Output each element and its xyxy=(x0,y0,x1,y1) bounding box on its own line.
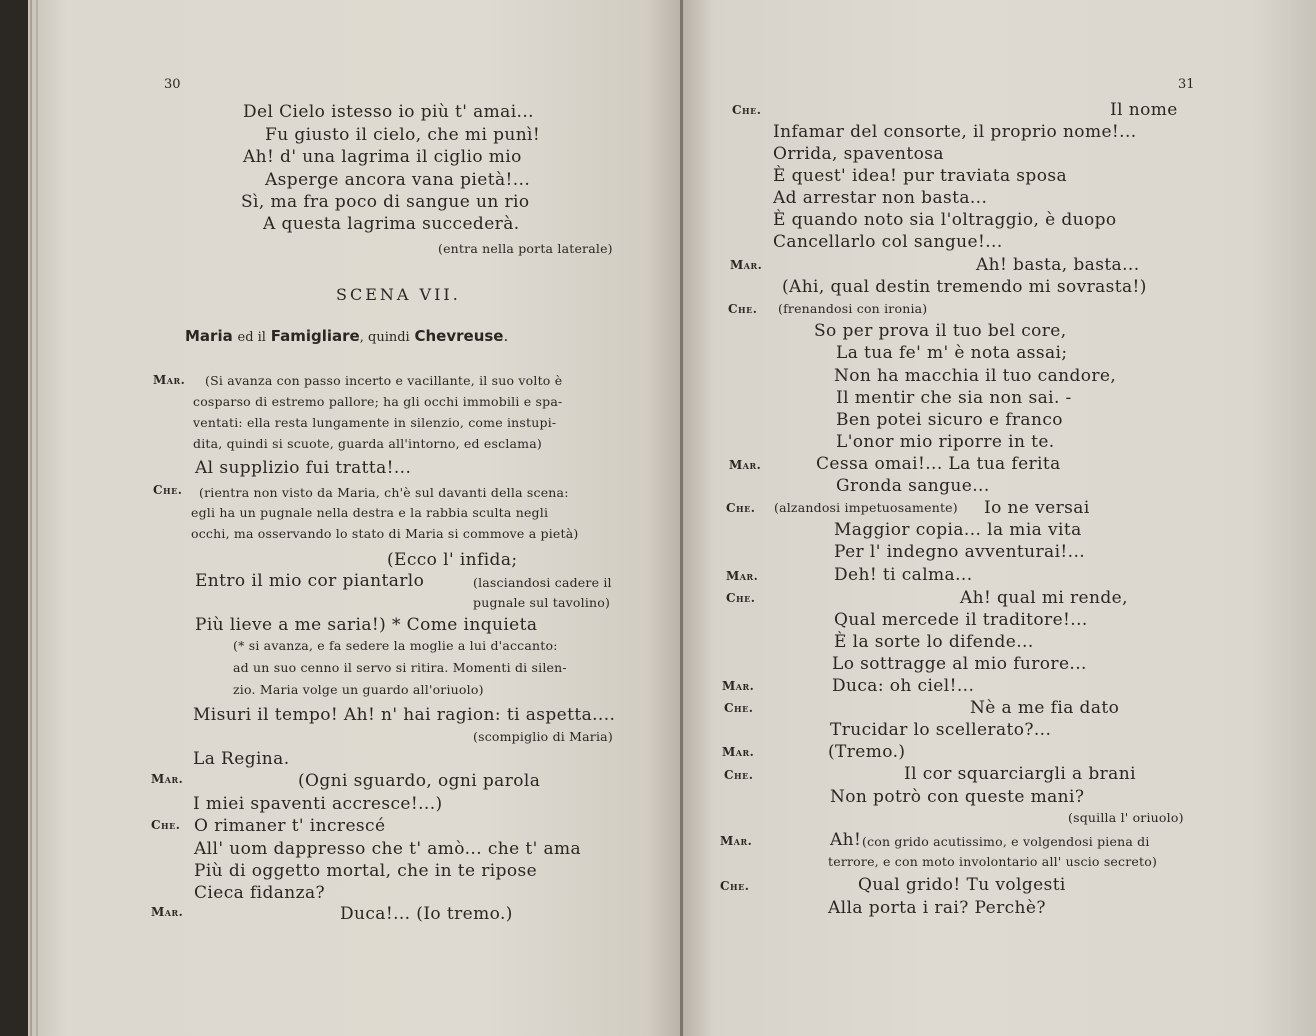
verse: Non ha macchia il tuo candore, xyxy=(834,366,1117,386)
speaker-label: Che. xyxy=(724,768,754,782)
speaker-label: Che. xyxy=(724,701,754,715)
verse: All' uom dappresso che t' amò... che t' ama xyxy=(194,839,582,859)
verse: Ah! qual mi rende, xyxy=(960,588,1128,608)
stage-direction: (lasciandosi cadere il xyxy=(473,575,612,590)
verse: (Ahi, qual destin tremendo mi sovrasta!) xyxy=(782,277,1147,297)
verse: È la sorte lo difende... xyxy=(834,632,1034,652)
verse: La Regina. xyxy=(193,749,290,769)
speaker-label: Mar. xyxy=(153,373,186,387)
stage-direction: (* si avanza, e fa sedere la moglie a lui d'accanto: xyxy=(233,638,558,653)
verse: Ad arrestar non basta... xyxy=(773,188,988,208)
speaker-label: Mar. xyxy=(729,458,762,472)
speaker-label: Mar. xyxy=(726,569,759,583)
verse: Maggior copia... la mia vita xyxy=(834,520,1082,540)
speaker-label: Mar. xyxy=(720,834,753,848)
stage-direction: ventati: ella resta lungamente in silenzio, come instupi- xyxy=(193,415,557,430)
speaker-label: Mar. xyxy=(730,258,763,272)
verse: È quest' idea! pur traviata sposa xyxy=(773,166,1067,186)
verse: Il cor squarciargli a brani xyxy=(904,764,1136,784)
right-page xyxy=(682,0,1316,1036)
verse: La tua fe' m' è nota assai; xyxy=(836,343,1068,363)
verse: Per l' indegno avventurai!... xyxy=(834,542,1086,562)
stage-direction: pugnale sul tavolino) xyxy=(473,595,611,610)
speaker-label: Mar. xyxy=(722,745,755,759)
scene-heading: SCENA VII. xyxy=(336,285,461,304)
verse: Cessa omai!... La tua ferita xyxy=(816,454,1061,474)
verse: Al supplizio fui tratta!... xyxy=(195,458,412,478)
stage-direction: (Si avanza con passo incerto e vacillante, il suo volto è xyxy=(205,373,563,388)
verse: Più di oggetto mortal, che in te ripose xyxy=(194,861,538,881)
stage-direction: (entra nella porta laterale) xyxy=(438,241,613,256)
stage-direction: (scompiglio di Maria) xyxy=(473,729,613,744)
stage-direction: egli ha un pugnale nella destra e la rabbia sculta negli xyxy=(191,505,549,520)
character-conj: , quindi xyxy=(359,330,410,345)
verse: Orrida, spaventosa xyxy=(773,144,944,164)
stage-direction: (frenandosi con ironia) xyxy=(778,301,928,316)
verse: Ah! d' una lagrima il ciglio mio xyxy=(243,147,522,167)
verse: Il mentir che sia non sai. - xyxy=(836,388,1072,408)
verse: Del Cielo istesso io più t' amai... xyxy=(243,102,534,122)
speaker-label: Che. xyxy=(153,483,183,497)
speaker-label: Che. xyxy=(728,302,758,316)
speaker-label: Che. xyxy=(151,818,181,832)
verse: Infamar del consorte, il proprio nome!... xyxy=(773,122,1137,142)
verse: Non potrò con queste mani? xyxy=(830,787,1085,807)
verse: Cieca fidanza? xyxy=(194,883,326,903)
verse: Fu giusto il cielo, che mi punì! xyxy=(265,125,541,145)
page-edge xyxy=(36,0,38,1036)
verse: Ah! basta, basta... xyxy=(976,255,1140,275)
stage-direction: (alzandosi impetuosamente) xyxy=(774,500,958,515)
verse: Qual grido! Tu volgesti xyxy=(858,875,1066,895)
stage-direction: zio. Maria volge un guardo all'oriuolo) xyxy=(233,682,484,697)
verse: Il nome xyxy=(1110,100,1178,120)
verse: Asperge ancora vana pietà!... xyxy=(265,170,531,190)
verse: Io ne versai xyxy=(984,498,1090,518)
verse: Entro il mio cor piantarlo xyxy=(195,571,425,591)
character-conj: ed il xyxy=(237,330,266,345)
left-page xyxy=(28,0,680,1036)
verse: Deh! ti calma... xyxy=(834,565,973,585)
speaker-label: Che. xyxy=(726,591,756,605)
stage-direction: cosparso di estremo pallore; ha gli occhi immobili e spa- xyxy=(193,394,563,409)
verse: Cancellarlo col sangue!... xyxy=(773,232,1003,252)
character-name: Maria xyxy=(185,327,233,345)
character-name: Famigliare xyxy=(270,327,360,345)
verse: Ah! xyxy=(830,830,862,850)
book-spine xyxy=(680,0,683,1036)
verse: Ben potei sicuro e franco xyxy=(836,410,1063,430)
verse: È quando noto sia l'oltraggio, è duopo xyxy=(773,210,1117,230)
verse: A questa lagrima succederà. xyxy=(263,214,520,234)
speaker-label: Mar. xyxy=(722,679,755,693)
speaker-label: Che. xyxy=(720,879,750,893)
verse: (Tremo.) xyxy=(828,742,906,762)
verse: I miei spaventi accresce!...) xyxy=(193,794,443,814)
stage-direction: dita, quindi si scuote, guarda all'intorno, ed esclama) xyxy=(193,436,542,451)
page-number-left: 30 xyxy=(164,77,181,92)
verse: Gronda sangue... xyxy=(836,476,990,496)
page-edge xyxy=(30,0,32,1036)
verse: Lo sottragge al mio furore... xyxy=(832,654,1087,674)
speaker-label: Che. xyxy=(732,103,762,117)
verse: Duca: oh ciel!... xyxy=(832,676,975,696)
verse: Duca!... (Io tremo.) xyxy=(340,904,513,924)
verse: (Ecco l' infida; xyxy=(387,550,518,570)
verse: Nè a me fia dato xyxy=(970,698,1120,718)
character-list xyxy=(185,329,508,344)
verse: So per prova il tuo bel core, xyxy=(814,321,1067,341)
stage-direction: ad un suo cenno il servo si ritira. Momenti di silen- xyxy=(233,660,567,675)
verse: Qual mercede il traditore!... xyxy=(834,610,1088,630)
page-number-right: 31 xyxy=(1178,77,1195,92)
verse: O rimaner t' increscé xyxy=(194,816,386,836)
stage-direction: occhi, ma osservando lo stato di Maria si commove a pietà) xyxy=(191,526,579,541)
verse: Sì, ma fra poco di sangue un rio xyxy=(241,192,530,212)
verse: Alla porta i rai? Perchè? xyxy=(828,898,1046,918)
period: . xyxy=(503,327,509,345)
speaker-label: Che. xyxy=(726,501,756,515)
stage-direction: (squilla l' oriuolo) xyxy=(1068,810,1184,825)
verse: Più lieve a me saria!) * Come inquieta xyxy=(195,615,538,635)
character-name: Chevreuse xyxy=(414,327,504,345)
verse: Misuri il tempo! Ah! n' hai ragion: ti aspetta.... xyxy=(193,705,616,725)
verse: L'onor mio riporre in te. xyxy=(836,432,1055,452)
stage-direction: (con grido acutissimo, e volgendosi piena di xyxy=(862,834,1150,849)
verse: Trucidar lo scellerato?... xyxy=(830,720,1052,740)
verse: (Ogni sguardo, ogni parola xyxy=(298,771,541,791)
speaker-label: Mar. xyxy=(151,905,184,919)
speaker-label: Mar. xyxy=(151,772,184,786)
stage-direction: (rientra non visto da Maria, ch'è sul davanti della scena: xyxy=(199,485,569,500)
stage-direction: terrore, e con moto involontario all' uscio secreto) xyxy=(828,854,1158,869)
